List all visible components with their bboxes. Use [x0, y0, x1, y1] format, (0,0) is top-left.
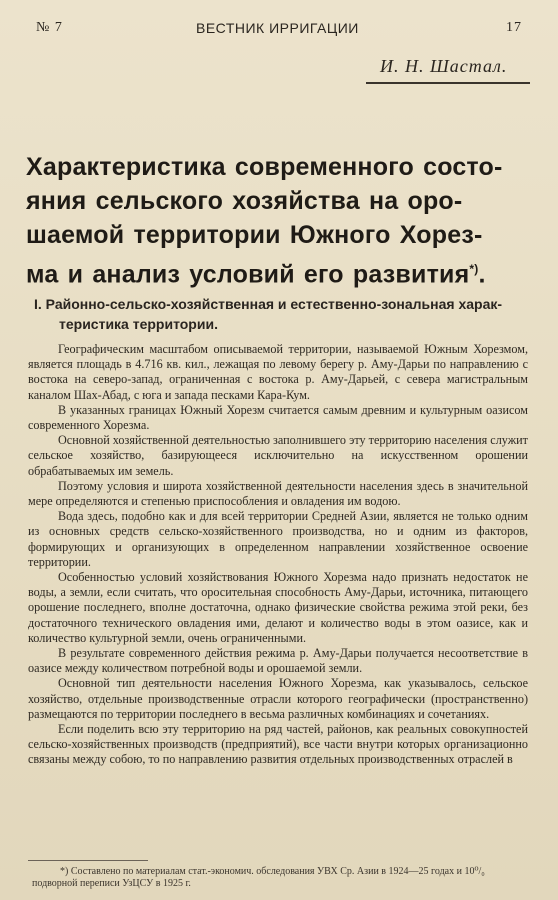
section-heading — [34, 294, 534, 334]
paragraph: Основной тип деятельности населения Южного Хорезма, как указывалось, сельское хозяйство, отдельные производственные отрасли которого географически (пространственно) размещаются по территории последнего в весьма различных комбинациях и сочетаниях. — [28, 676, 528, 721]
footnote: *) Составлено по материалам стат.-экономич. обследования УВХ Ср. Азии в 1924—25 годах и 10⁰/₀ подворной переписи УзЦСУ в 1925 г. — [32, 866, 485, 889]
journal-title: ВЕСТНИК ИРРИГАЦИИ — [196, 20, 359, 36]
paragraph: Географическим масштабом описываемой территории, называемой Южным Хорезмом, является площадь в 4.716 кв. кил., лежащая по левому берегу р. Аму-Дарьи по направлению с востока на северо-запад, ограниченная с востока р. Аму-Дарьей, с севера магистральным каналом Шах-Абад, с юга и запада песками Кара-Кум. — [28, 342, 528, 402]
title-line: Характеристика современного состо- — [26, 153, 503, 181]
paragraph: Если поделить всю эту территорию на ряд частей, районов, как реальных совокупностей сельско-хозяйственных производств (предприятий), все части внутри которых организационно связаны между собою, то по направлению развития отдельных производственных отраслей в — [28, 722, 528, 767]
article-title — [26, 150, 546, 291]
paragraph: Основной хозяйственной деятельностью заполнившего эту территорию населения служит сельское хозяйство, базирующееся исключительно на искусственном орошении обрабатываемых им земель. — [28, 433, 528, 478]
issue-number: № 7 — [36, 20, 63, 35]
paragraph: В указанных границах Южный Хорезм считается самым древним и культурным оазисом современного Хорезма. — [28, 402, 528, 433]
page-number: 17 — [506, 20, 522, 35]
title-line: шаемой территории Южного Хорез- — [26, 221, 483, 249]
section-heading-line: I. Районно-сельско-хозяйственная и естественно-зональная харак- — [34, 296, 503, 312]
title-line: ма и анализ условий его развития*). — [26, 260, 486, 289]
paragraph: Вода здесь, подобно как и для всей территории Средней Азии, является не только одним из основных средств сельско-хозяйственного производства, но и одним из факторов, формирующих и организующих в определенном направлении хозяйственное освоение территории. — [28, 509, 528, 569]
author-name: И. Н. Шастал. — [380, 56, 508, 76]
author-underline — [366, 82, 530, 84]
footnote-divider — [28, 860, 148, 861]
paragraph: Особенностью условий хозяйствования Южного Хорезма надо признать недостаток не воды, а земли, если считать, что оросительная способность Аму-Дарьи, источника, питающего орошение последнего, вполне достаточна, однако физические свойства режима этой реки, без достаточного технического овладения ими, делают и количество воды в этом оазисе, как и количество культурной земли, очень ограниченными. — [28, 570, 528, 645]
running-header — [36, 20, 522, 40]
paragraph: В результате современного действия режима р. Аму-Дарьи получается несоответствие в оазисе между количеством потребной воды и орошаемой земли. — [28, 646, 528, 676]
title-line: яния сельского хозяйства на оро- — [26, 187, 463, 215]
section-heading-line: теристика территории. — [59, 316, 218, 332]
paragraph: Поэтому условия и широта хозяйственной деятельности населения здесь в значительной мере определяются и степенью приспособления и овладения им водою. — [28, 478, 528, 509]
title-footnote-mark: *) — [469, 262, 479, 276]
article-body — [28, 342, 528, 768]
